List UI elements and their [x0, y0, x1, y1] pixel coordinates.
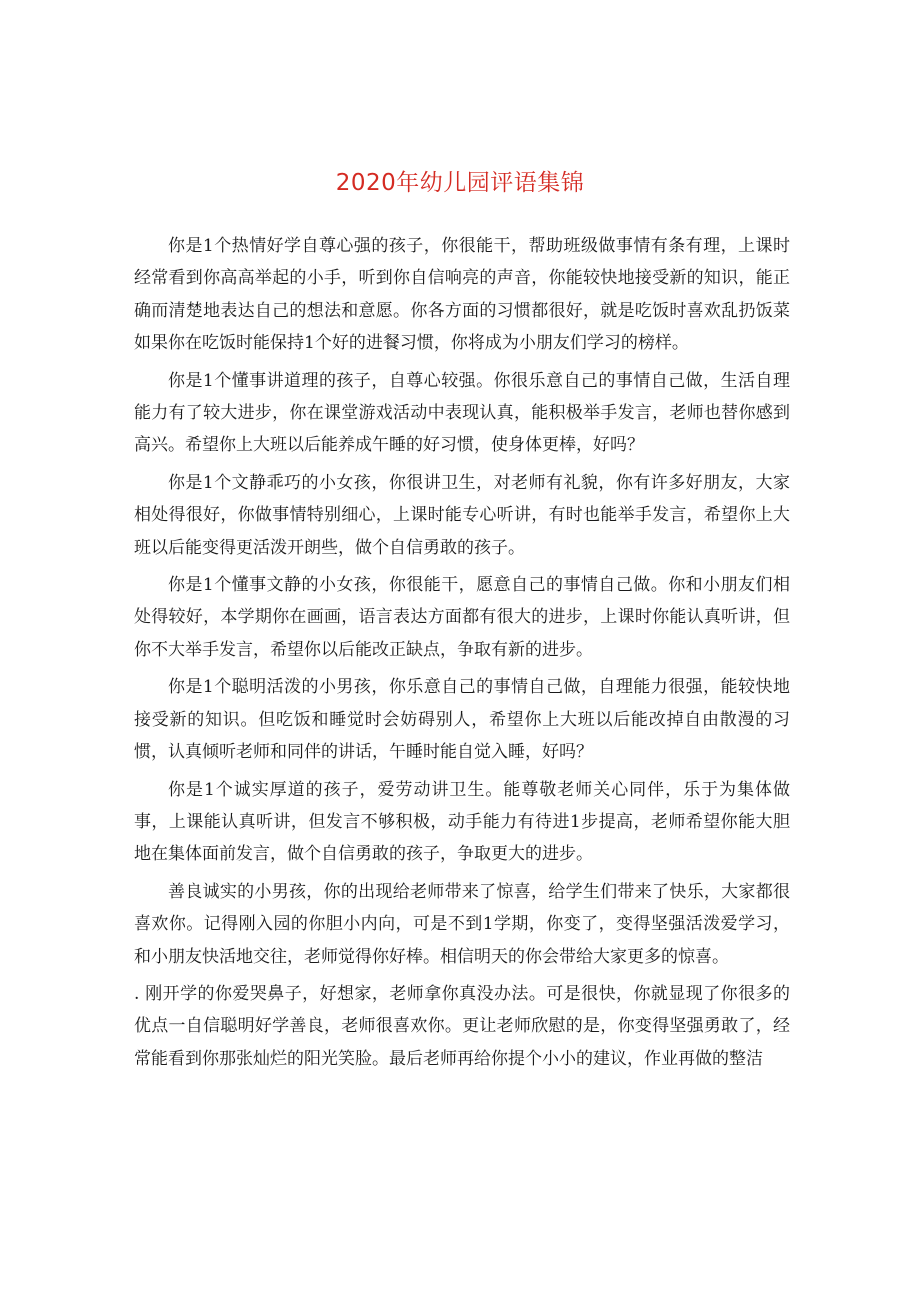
- paragraph-1: 你是1个热情好学自尊心强的孩子，你很能干，帮助班级做事情有条有理，上课时经常看到你高高举起的小手，听到你自信响亮的声音，你能较快地接受新的知识，能正确而清楚地表达自己的想法和意愿。你各方面的习惯都很好，就是吃饭时喜欢乱扔饭菜如果你在吃饭时能保持1个好的进餐习惯，你将成为小朋友们学习的榜样。: [134, 236, 790, 354]
- paragraph-5: 你是1个聪明活泼的小男孩，你乐意自己的事情自己做，自理能力很强，能较快地接受新的知识。但吃饭和睡觉时会妨碍别人，希望你上大班以后能改掉自由散漫的习惯，认真倾听老师和同伴的讲话，午睡时能自觉入睡，好吗？: [134, 677, 790, 763]
- document-body: [134, 230, 790, 1080]
- document-title: 2020年幼儿园评语集锦: [335, 170, 585, 196]
- paragraph-4: 你是1个懂事文静的小女孩，你很能干，愿意自己的事情自己做。你和小朋友们相处得较好，本学期你在画画，语言表达方面都有很大的进步，上课时你能认真听讲，但你不大举手发言，希望你以后能改正缺点，争取有新的进步。: [134, 575, 790, 660]
- paragraph-6: 你是1个诚实厚道的孩子，爱劳动讲卫生。能尊敬老师关心同伴，乐于为集体做事，上课能认真听讲，但发言不够积极，动手能力有待进1步提高，老师希望你能大胆地在集体面前发言，做个自信勇敢的孩子，争取更大的进步。: [134, 779, 790, 865]
- paragraph-8: . 刚开学的你爱哭鼻子，好想家，老师拿你真没办法。可是很快，你就显现了你很多的优点一自信聪明好学善良，老师很喜欢你。更让老师欣慰的是，你变得坚强勇敢了，经常能看到你那张灿烂的阳光笑脸。最后老师再给你提个小小的建议，作业再做的整洁: [134, 983, 790, 1069]
- paragraph-2: 你是1个懂事讲道理的孩子，自尊心较强。你很乐意自己的事情自己做，生活自理能力有了较大进步，你在课堂游戏活动中表现认真，能积极举手发言，老师也替你感到高兴。希望你上大班以后能养成午睡的好习惯，使身体更棒，好吗？: [134, 370, 790, 456]
- paragraph-7: 善良诚实的小男孩，你的出现给老师带来了惊喜，给学生们带来了快乐，大家都很喜欢你。记得刚入园的你胆小内向，可是不到1学期，你变了，变得坚强活泼爱学习，和小朋友快活地交往，老师觉得你好棒。相信明天的你会带给大家更多的惊喜。: [134, 881, 790, 967]
- paragraph-3: 你是1个文静乖巧的小女孩，你很讲卫生，对老师有礼貌，你有许多好朋友，大家相处得很好，你做事情特别细心，上课时能专心听讲，有时也能举手发言，希望你上大班以后能变得更活泼开朗些，做个自信勇敢的孩子。: [134, 472, 790, 558]
